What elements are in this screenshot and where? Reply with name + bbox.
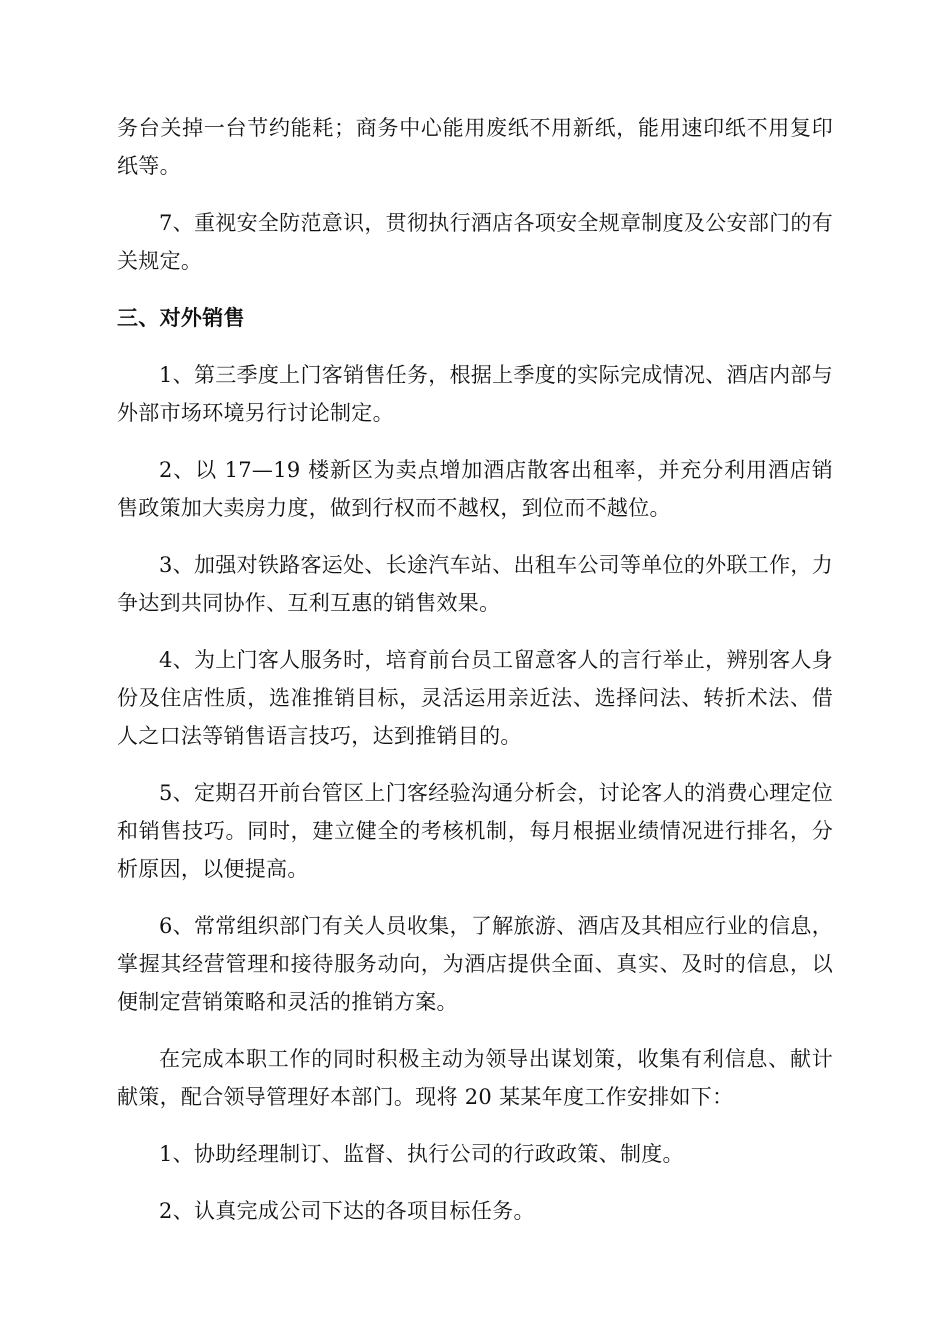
paragraph-arrangement-item-1: 1、协助经理制订、监督、执行公司的行政政策、制度。 <box>159 1142 684 1166</box>
paragraph-energy-saving-continued: 务台关掉一台节约能耗；商务中心能用废纸不用新纸，能用速印纸不用复印纸等。 <box>117 116 833 178</box>
paragraph-sales-item-2: 2、以 17—19 楼新区为卖点增加酒店散客出租率，并充分利用酒店销售政策加大卖房力度，做到行权而不越权，到位而不越位。 <box>117 458 833 520</box>
paragraph-sales-item-1: 1、第三季度上门客销售任务，根据上季度的实际完成情况、酒店内部与外部市场环境另行讨论制定。 <box>117 363 833 425</box>
paragraph-sales-item-3: 3、加强对铁路客运处、长途汽车站、出租车公司等单位的外联工作，力争达到共同协作、互利互惠的销售效果。 <box>117 553 833 615</box>
document-body <box>117 109 833 1249</box>
section-heading-external-sales: 三、对外销售 <box>117 306 245 330</box>
paragraph-sales-item-6: 6、常常组织部门有关人员收集，了解旅游、酒店及其相应行业的信息，掌握其经营管理和接待服务动向，为酒店提供全面、真实、及时的信息，以便制定营销策略和灵活的推销方案。 <box>117 914 833 1014</box>
paragraph-sales-item-5: 5、定期召开前台管区上门客经验沟通分析会，讨论客人的消费心理定位和销售技巧。同时，建立健全的考核机制，每月根据业绩情况进行排名，分析原因，以便提高。 <box>117 781 833 881</box>
paragraph-work-arrangement-intro: 在完成本职工作的同时积极主动为领导出谋划策，收集有利信息、献计献策，配合领导管理好本部门。现将 20 某某年度工作安排如下： <box>117 1047 833 1109</box>
paragraph-arrangement-item-2: 2、认真完成公司下达的各项目标任务。 <box>159 1199 535 1223</box>
paragraph-item-7-safety: 7、重视安全防范意识，贯彻执行酒店各项安全规章制度及公安部门的有关规定。 <box>117 211 833 273</box>
paragraph-sales-item-4: 4、为上门客人服务时，培育前台员工留意客人的言行举止，辨别客人身份及住店性质，选准推销目标，灵活运用亲近法、选择问法、转折术法、借人之口法等销售语言技巧，达到推销目的。 <box>117 648 833 748</box>
